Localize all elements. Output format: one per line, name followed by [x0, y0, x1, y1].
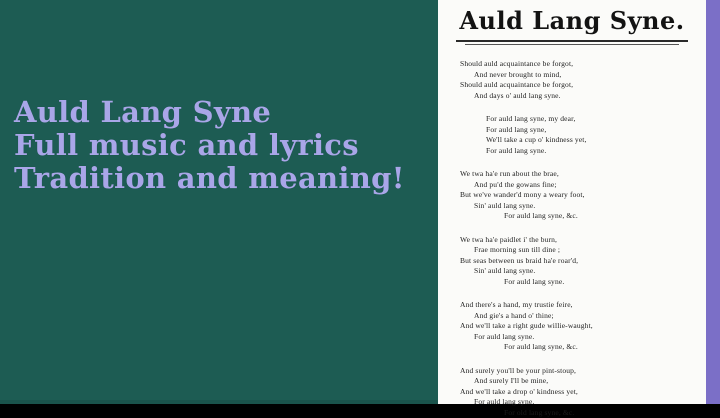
panel-bottom-edge: [0, 400, 438, 404]
lyrics-line: Sin' auld lang syne.: [474, 266, 536, 276]
lyrics-line: And we'll take a right gude willie-waught,: [460, 321, 593, 331]
lyrics-line: For auld lang syne, &c.: [504, 211, 578, 221]
sheet-title: Auld Lang Syne.: [459, 6, 685, 35]
lyrics-line: And days o' auld lang syne.: [474, 90, 561, 100]
lyrics-line: But seas between us braid ha'e roar'd,: [460, 255, 579, 265]
lyrics-verse: [460, 169, 684, 222]
lyrics-verse: [460, 235, 684, 288]
lyrics-line: And gie's a hand o' thine;: [474, 310, 554, 320]
headline-line-2: Full music and lyrics: [14, 128, 359, 162]
title-rule-thin: [465, 44, 679, 45]
lyrics-line: We'll take a cup o' kindness yet,: [486, 135, 587, 145]
lyrics-line: Should auld acquaintance be forgot,: [460, 59, 574, 69]
headline-block: [14, 96, 434, 195]
title-rule: [456, 40, 688, 42]
lyrics-line: For auld lang syne.: [474, 397, 535, 407]
lyrics-line: And pu'd the gowans fine;: [474, 179, 557, 189]
lyrics-line: Should auld acquaintance be forgot,: [460, 80, 574, 90]
sheet-music-page: [438, 0, 706, 417]
sheet-music-image: [438, 0, 706, 417]
lyrics-line: And we'll take a drop o' kindness yet,: [460, 386, 578, 396]
lyrics-line: For auld lang syne.: [486, 145, 547, 155]
lyrics-line: We twa ha'e paidlet i' the burn,: [460, 234, 558, 244]
lyrics-line: For auld lang syne.: [504, 276, 565, 286]
lyrics-line: But we've wander'd mony a weary foot,: [460, 190, 585, 200]
lyrics-line: For auld lang syne, &c.: [504, 342, 578, 352]
right-accent-strip: [706, 0, 720, 404]
lyrics-line: And never brought to mind,: [474, 69, 562, 79]
lyrics-line: Sin' auld lang syne.: [474, 200, 536, 210]
lyrics-line: For auld lang syne,: [486, 124, 547, 134]
lyrics-line: For old lang syne, &c.: [504, 407, 575, 417]
lyrics-block: [438, 59, 706, 418]
lyrics-verse: [460, 114, 684, 156]
lyrics-line: For auld lang syne, my dear,: [486, 114, 576, 124]
lyrics-line: And surely I'll be mine,: [474, 376, 549, 386]
lyrics-line: And there's a hand, my trustie feire,: [460, 300, 573, 310]
lyrics-verse: [460, 59, 684, 101]
lyrics-verse: [460, 366, 684, 418]
lyrics-line: Frae morning sun till dine ;: [474, 245, 561, 255]
lyrics-line: We twa ha'e run about the brae,: [460, 169, 559, 179]
lyrics-line: And surely you'll be your pint-stoup,: [460, 365, 577, 375]
headline-line-1: Auld Lang Syne: [14, 95, 272, 129]
headline-line-3: Tradition and meaning!: [14, 161, 405, 195]
lyrics-line: For auld lang syne.: [474, 331, 535, 341]
lyrics-verse: [460, 300, 684, 353]
